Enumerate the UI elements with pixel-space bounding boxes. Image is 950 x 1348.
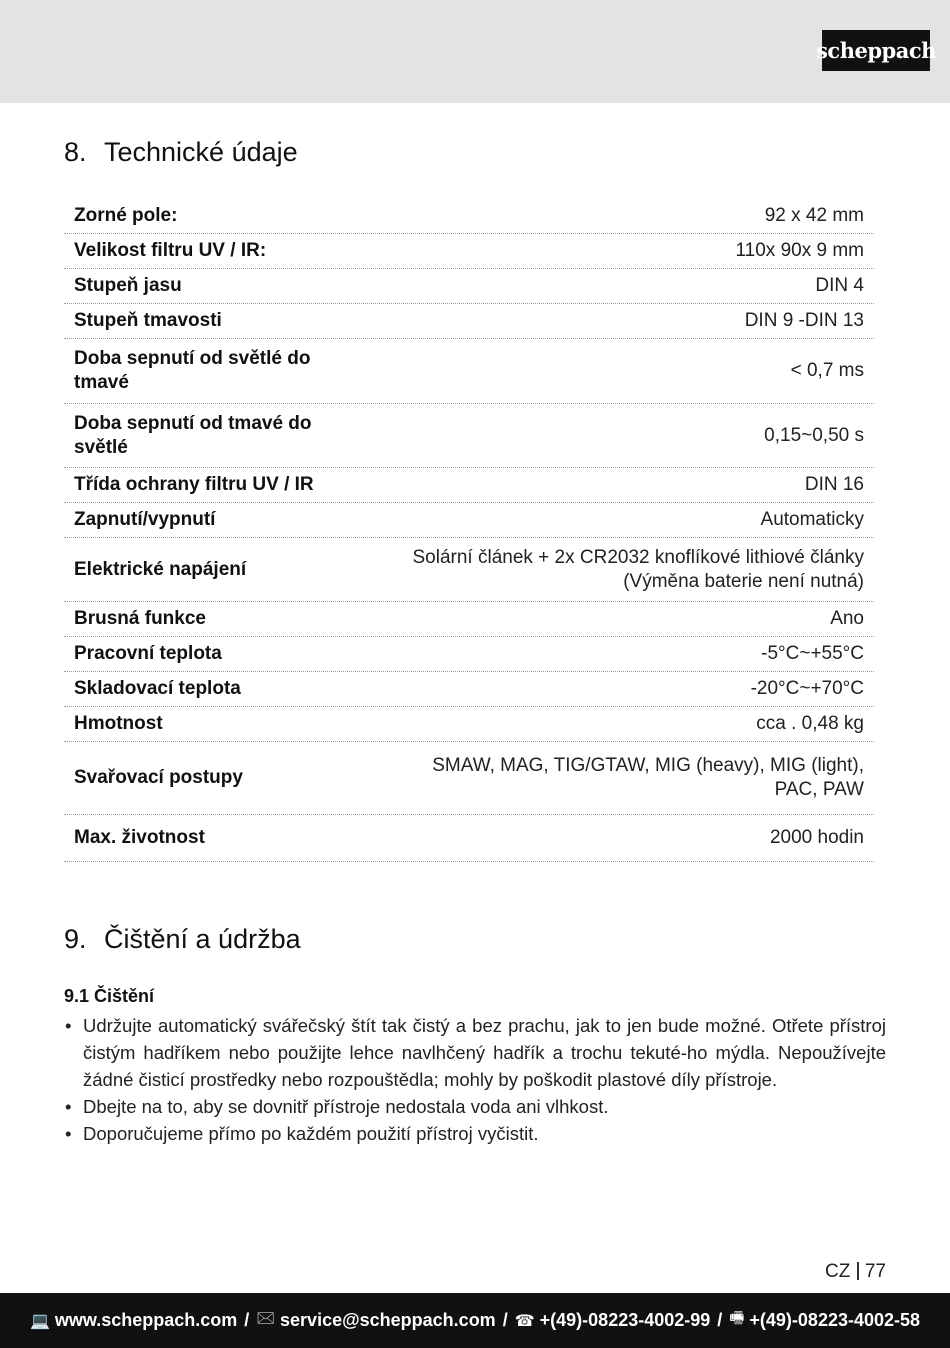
spec-value bbox=[364, 712, 864, 736]
spec-label: Třída ochrany filtru UV / IR bbox=[74, 474, 314, 495]
spec-row bbox=[64, 742, 874, 815]
spec-row bbox=[64, 234, 874, 269]
spec-value-line: PAC, PAW bbox=[774, 779, 864, 800]
spec-row bbox=[64, 503, 874, 538]
spec-value bbox=[364, 546, 864, 594]
footer-separator: / bbox=[717, 1310, 723, 1330]
cleaning-bullet-list bbox=[64, 1012, 886, 1147]
spec-value-line: < 0,7 ms bbox=[790, 360, 864, 381]
spec-value bbox=[364, 826, 864, 850]
spec-label: Stupeň jasu bbox=[74, 275, 182, 296]
footer-separator: / bbox=[244, 1310, 250, 1330]
language-code: CZ bbox=[825, 1261, 851, 1282]
page-number-value: 77 bbox=[864, 1261, 886, 1282]
spec-value-line: -5°C~+55°C bbox=[761, 643, 864, 664]
spec-value-line: Automaticky bbox=[760, 509, 864, 530]
spec-row bbox=[64, 637, 874, 672]
spec-value bbox=[364, 239, 864, 263]
header-band bbox=[0, 0, 950, 103]
spec-label: Brusná funkce bbox=[74, 608, 206, 629]
spec-row bbox=[64, 199, 874, 234]
spec-row bbox=[64, 304, 874, 339]
spec-row bbox=[64, 404, 874, 468]
section-number: 9. bbox=[64, 924, 87, 954]
section-8-heading bbox=[64, 137, 298, 168]
footer-bar bbox=[0, 1293, 950, 1348]
bullet-item: • Dbejte na to, aby se dovnitř přístroje nedostala voda ani vlhkost. bbox=[64, 1093, 886, 1120]
spec-label: Max. životnost bbox=[74, 827, 205, 848]
spec-value-line: DIN 16 bbox=[804, 474, 864, 495]
spec-value-line: Ano bbox=[830, 608, 864, 629]
spec-row bbox=[64, 672, 874, 707]
spec-value-line: 110x 90x 9 mm bbox=[735, 240, 864, 261]
computer-icon: 💻 bbox=[29, 1312, 50, 1330]
spec-row bbox=[64, 815, 874, 862]
spec-value bbox=[364, 309, 864, 333]
spec-value-line: cca . 0,48 kg bbox=[756, 713, 864, 734]
spec-value-line: SMAW, MAG, TIG/GTAW, MIG (heavy), MIG (light), bbox=[432, 755, 864, 776]
spec-value-line: 92 x 42 mm bbox=[764, 205, 864, 226]
footer-email-link[interactable]: service@scheppach.com bbox=[280, 1310, 496, 1330]
spec-value bbox=[364, 508, 864, 532]
spec-row bbox=[64, 269, 874, 304]
page-number bbox=[825, 1261, 886, 1283]
spec-value-line: 2000 hodin bbox=[769, 827, 864, 848]
footer-separator: / bbox=[502, 1310, 508, 1330]
spec-row bbox=[64, 538, 874, 602]
spec-value bbox=[364, 424, 864, 448]
subsection-heading: 9.1 Čištění bbox=[64, 986, 155, 1006]
spec-value bbox=[364, 473, 864, 497]
spec-value-line: (Výměna baterie není nutná) bbox=[623, 570, 864, 592]
spec-label: Hmotnost bbox=[74, 713, 163, 734]
spec-value bbox=[364, 204, 864, 228]
section-title: Čištění a údržba bbox=[104, 924, 301, 954]
spec-value bbox=[364, 359, 864, 383]
spec-label: Elektrické napájení bbox=[74, 558, 247, 580]
spec-label: Zorné pole: bbox=[74, 205, 178, 226]
divider bbox=[857, 1262, 859, 1280]
spec-table bbox=[64, 199, 874, 862]
section-number: 8. bbox=[64, 137, 87, 167]
spec-value bbox=[364, 677, 864, 701]
spec-row bbox=[64, 707, 874, 742]
spec-row bbox=[64, 468, 874, 503]
spec-label: Svařovací postupy bbox=[74, 767, 243, 788]
spec-label: Zapnutí/vypnutí bbox=[74, 509, 216, 530]
spec-row bbox=[64, 339, 874, 404]
spec-value-line: Solární článek + 2x CR2032 knoflíkové lithiové články bbox=[412, 546, 864, 568]
spec-label: Doba sepnutí od světlé do tmavé bbox=[74, 348, 311, 393]
spec-value-line: -20°C~+70°C bbox=[750, 678, 864, 699]
brand-logo: scheppach bbox=[822, 30, 930, 71]
mail-icon: 🖂 bbox=[256, 1310, 276, 1327]
spec-label: Stupeň tmavosti bbox=[74, 310, 222, 331]
bullet-item: • Doporučujeme přímo po každém použití přístroj vyčistit. bbox=[64, 1120, 886, 1147]
spec-label: Skladovací teplota bbox=[74, 678, 241, 699]
spec-label: Pracovní teplota bbox=[74, 643, 222, 664]
fax-icon: 🖷 bbox=[729, 1310, 745, 1327]
spec-value-line: DIN 9 -DIN 13 bbox=[744, 310, 864, 331]
spec-value bbox=[364, 642, 864, 666]
spec-value bbox=[364, 754, 864, 802]
spec-value bbox=[364, 274, 864, 298]
bullet-item: • Udržujte automatický svářečský štít tak čistý a bez prachu, jak to jen bude možné. Otřete přístroj čistým hadříkem nebo použijte lehce navlhčený hadřík a trochu tekuté-ho mýdla. Nepoužívejte žádné čisticí prostředky nebo rozpouštědla; mohly by poškodit plastové díly přístroje. bbox=[64, 1012, 886, 1093]
section-9-heading bbox=[64, 924, 301, 955]
spec-row bbox=[64, 602, 874, 637]
footer-web-link[interactable]: www.scheppach.com bbox=[54, 1310, 238, 1330]
spec-label: Doba sepnutí od tmavé do světlé bbox=[74, 412, 312, 458]
spec-value-line: DIN 4 bbox=[815, 275, 864, 296]
footer-fax: +(49)-08223-4002-58 bbox=[749, 1310, 921, 1330]
spec-value-line: 0,15~0,50 s bbox=[764, 424, 864, 446]
spec-label: Velikost filtru UV / IR: bbox=[74, 240, 267, 261]
spec-value bbox=[364, 607, 864, 631]
footer-phone: +(49)-08223-4002-99 bbox=[539, 1310, 711, 1330]
phone-icon: ☎ bbox=[514, 1312, 535, 1330]
section-title: Technické údaje bbox=[104, 137, 298, 167]
